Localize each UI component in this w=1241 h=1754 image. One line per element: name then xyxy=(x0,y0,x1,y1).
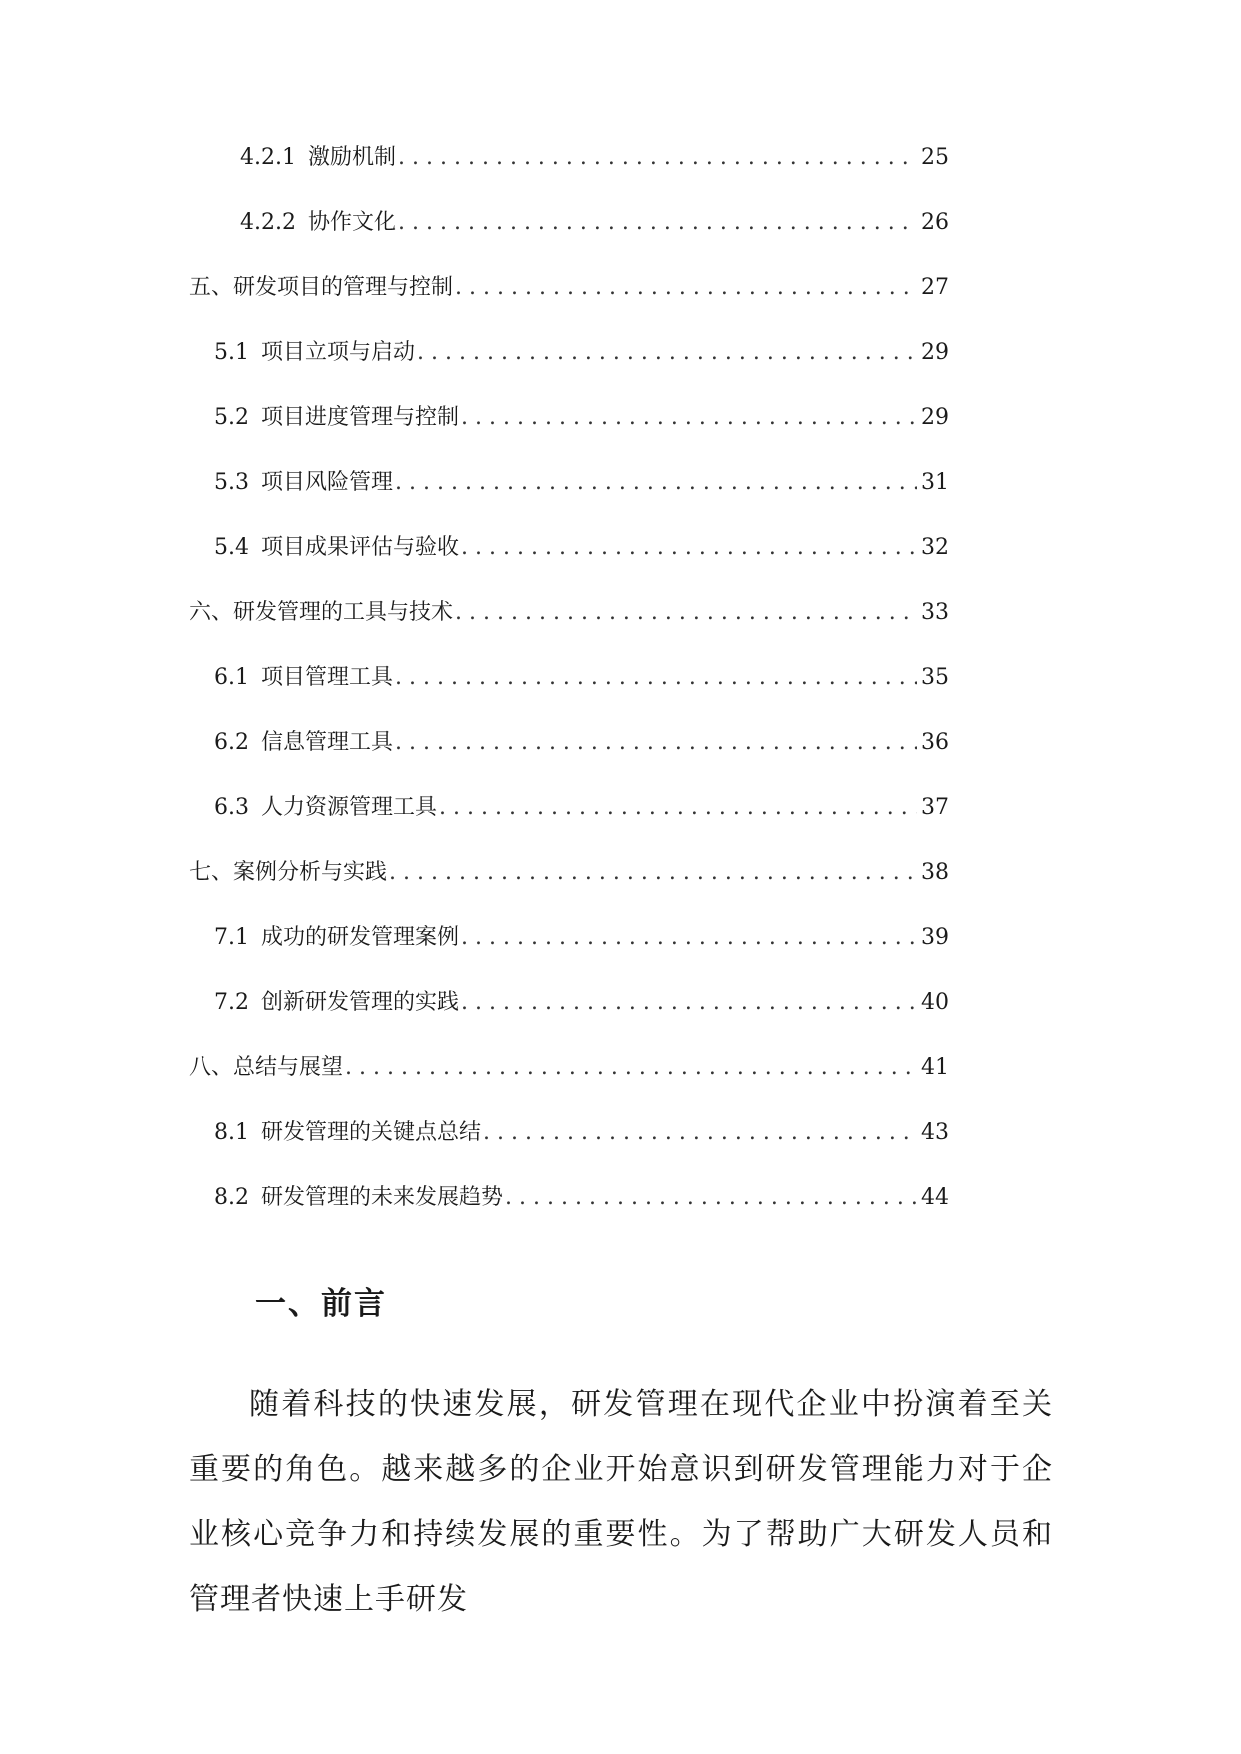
toc-entry-label: 研发管理的未来发展趋势 xyxy=(261,1185,504,1210)
toc-page-number: 27 xyxy=(921,275,949,300)
toc-entry[interactable] xyxy=(189,1050,949,1115)
toc-entry[interactable] xyxy=(189,465,949,530)
toc-entry-label: 项目立项与启动 xyxy=(261,340,416,365)
toc-page-number: 29 xyxy=(921,405,949,430)
toc-entry-number: 7.1 xyxy=(214,925,249,950)
toc-entry-label: 项目成果评估与验收 xyxy=(261,535,460,560)
toc-entry[interactable] xyxy=(189,1180,949,1245)
toc-page-number: 43 xyxy=(921,1120,949,1145)
toc-entry-label: 七、案例分析与实践 xyxy=(189,860,388,885)
toc-entry[interactable] xyxy=(189,855,949,920)
toc-page-number: 40 xyxy=(921,990,949,1015)
toc-page-number: 37 xyxy=(921,795,949,820)
toc-entry-label: 创新研发管理的实践 xyxy=(261,990,460,1015)
toc-page-number: 38 xyxy=(921,860,949,885)
toc-entry-number: 5.3 xyxy=(214,470,249,495)
toc-entry-label: 项目风险管理 xyxy=(261,470,394,495)
table-of-contents xyxy=(189,140,949,1245)
toc-leader-dots xyxy=(461,400,917,436)
toc-leader-dots xyxy=(461,920,917,956)
toc-entry-title xyxy=(240,205,396,241)
toc-entry-label: 项目进度管理与控制 xyxy=(261,405,460,430)
toc-entry[interactable] xyxy=(189,270,949,335)
toc-entry-title xyxy=(214,1115,481,1151)
toc-page-number: 35 xyxy=(921,665,949,690)
toc-entry-label: 成功的研发管理案例 xyxy=(261,925,460,950)
toc-leader-dots xyxy=(398,140,917,176)
toc-leader-dots xyxy=(483,1115,917,1151)
toc-entry-label: 研发管理的关键点总结 xyxy=(261,1120,482,1145)
toc-entry-title xyxy=(214,725,393,761)
toc-entry[interactable] xyxy=(189,205,949,270)
toc-entry-title xyxy=(214,1180,503,1216)
toc-entry-number: 7.2 xyxy=(214,990,249,1015)
toc-entry[interactable] xyxy=(189,790,949,855)
toc-entry-number: 8.1 xyxy=(214,1120,249,1145)
toc-entry-label: 激励机制 xyxy=(307,145,396,170)
toc-entry-label: 项目管理工具 xyxy=(261,665,394,690)
toc-entry-title xyxy=(214,790,437,826)
toc-entry-number: 6.3 xyxy=(214,795,249,820)
toc-entry-number: 6.2 xyxy=(214,730,249,755)
toc-entry-title xyxy=(214,400,459,436)
toc-leader-dots xyxy=(461,530,917,566)
toc-leader-dots xyxy=(398,205,917,241)
toc-entry[interactable] xyxy=(189,920,949,985)
toc-entry-title xyxy=(240,140,396,176)
toc-entry[interactable] xyxy=(189,140,949,205)
toc-entry-title xyxy=(189,270,453,306)
toc-page-number: 29 xyxy=(921,340,949,365)
toc-entry-number: 4.2.1 xyxy=(240,145,296,170)
toc-entry[interactable] xyxy=(189,1115,949,1180)
toc-entry-title xyxy=(189,595,453,631)
toc-leader-dots xyxy=(345,1050,917,1086)
section-heading: 一、前言 xyxy=(255,1286,387,1322)
toc-entry[interactable] xyxy=(189,660,949,725)
toc-page-number: 41 xyxy=(921,1055,949,1080)
toc-entry-title xyxy=(214,985,459,1021)
toc-entry-number: 4.2.2 xyxy=(240,210,296,235)
toc-entry[interactable] xyxy=(189,400,949,465)
toc-leader-dots xyxy=(505,1180,917,1216)
toc-entry-title xyxy=(214,335,415,371)
toc-leader-dots xyxy=(389,855,917,891)
toc-entry-number: 8.2 xyxy=(214,1185,249,1210)
toc-entry-label: 六、研发管理的工具与技术 xyxy=(189,600,454,625)
toc-entry-label: 五、研发项目的管理与控制 xyxy=(189,275,454,300)
toc-page-number: 33 xyxy=(921,600,949,625)
toc-entry-title xyxy=(214,920,459,956)
toc-page-number: 39 xyxy=(921,925,949,950)
toc-entry-label: 人力资源管理工具 xyxy=(261,795,438,820)
toc-entry[interactable] xyxy=(189,725,949,790)
toc-entry-number: 5.1 xyxy=(214,340,249,365)
toc-entry-label: 协作文化 xyxy=(307,210,396,235)
toc-leader-dots xyxy=(395,725,917,761)
toc-entry[interactable] xyxy=(189,530,949,595)
toc-entry-number: 6.1 xyxy=(214,665,249,690)
toc-page-number: 44 xyxy=(921,1185,949,1210)
toc-page-number: 31 xyxy=(921,470,949,495)
toc-entry-number: 5.2 xyxy=(214,405,249,430)
toc-page-number: 26 xyxy=(921,210,949,235)
section-paragraph: 随着科技的快速发展，研发管理在现代企业中扮演着至关重要的角色。越来越多的企业开始意识到研发管理能力对于企业核心竞争力和持续发展的重要性。为了帮助广大研发人员和管理者快速上手研发 xyxy=(189,1387,1053,1617)
toc-page-number: 25 xyxy=(921,145,949,170)
toc-leader-dots xyxy=(461,985,917,1021)
toc-entry[interactable] xyxy=(189,985,949,1050)
toc-leader-dots xyxy=(455,270,917,306)
toc-entry-title xyxy=(214,530,459,566)
toc-entry-number: 5.4 xyxy=(214,535,249,560)
toc-entry-label: 信息管理工具 xyxy=(261,730,394,755)
toc-page-number: 32 xyxy=(921,535,949,560)
toc-entry-title xyxy=(189,855,387,891)
toc-entry[interactable] xyxy=(189,335,949,400)
toc-leader-dots xyxy=(395,660,917,696)
toc-leader-dots xyxy=(455,595,917,631)
toc-entry[interactable] xyxy=(189,595,949,660)
toc-entry-title xyxy=(189,1050,343,1086)
toc-entry-title xyxy=(214,465,393,501)
toc-entry-label: 八、总结与展望 xyxy=(189,1055,344,1080)
toc-leader-dots xyxy=(395,465,917,501)
toc-leader-dots xyxy=(417,335,917,371)
toc-entry-title xyxy=(214,660,393,696)
toc-leader-dots xyxy=(439,790,917,826)
toc-page-number: 36 xyxy=(921,730,949,755)
